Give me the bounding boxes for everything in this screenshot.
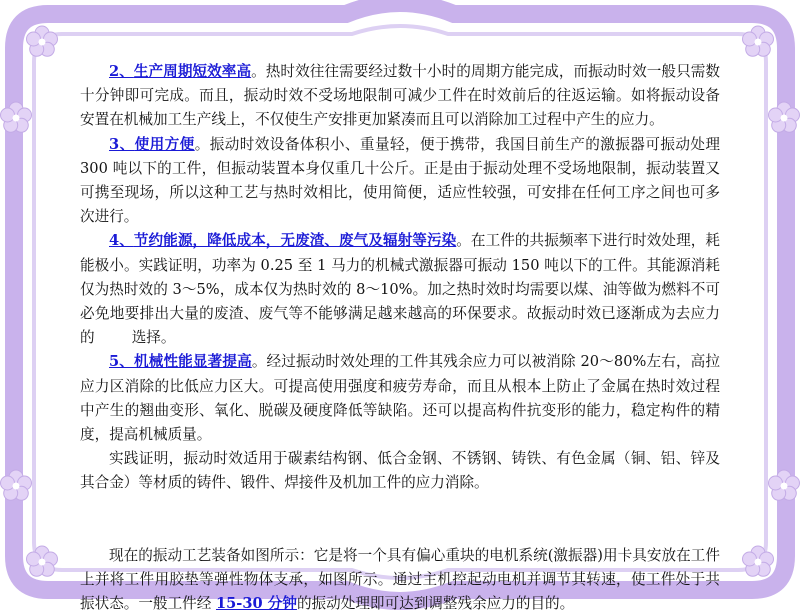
- heading-link-energy-saving[interactable]: [109, 232, 456, 249]
- paragraph-mechanical-properties: [80, 350, 720, 447]
- paragraph-production-cycle: [80, 60, 720, 133]
- paragraph-summary: 实践证明，振动时效适用于碳素结构钢、低合金钢、不锈钢、铸铁、有色金属（铜、铝、锌及其合金）等材质的铸件、锻件、焊接件及机加工件的应力消除。: [80, 450, 720, 492]
- heading-link-mechanical-properties[interactable]: [109, 353, 252, 370]
- heading-link-production-cycle[interactable]: [109, 63, 251, 80]
- paragraph-equipment: [80, 544, 720, 616]
- item-title: 使用方便: [134, 135, 195, 153]
- paragraph-ease-of-use: [80, 133, 720, 230]
- item-title: 生产周期短效率高: [133, 63, 252, 80]
- equipment-text-after: 的振动处理即可达到调整残余应力的目的。: [296, 595, 575, 613]
- item-body: 。振动时效设备体积小、重量轻，便于携带，我国目前生产的激振器可振动处理 300 吨以下的工件，但振动装置本身仅重几十公斤。正是由于振动处理不受场地限制，振动装置又可携至现场，所以这种工艺与热时效相比，使用简便，适应性较强，可安排在任何工序之间也可多次进行。: [80, 135, 720, 226]
- duration-link[interactable]: 15-30 分钟: [215, 595, 297, 613]
- item-number: 4、: [109, 232, 134, 250]
- item-number: 3、: [109, 135, 135, 153]
- item-number: 5、: [109, 353, 135, 371]
- item-body: 。热时效往往需要经过数十小时的周期方能完成，而振动时效一般只需数十分钟即可完成。而且，振动时效不受场地限制可减少工件在时效前后的往返运输。如将振动设备安置在机械加工生产线上，不仅使生产安排更加紧凑而且可以消除加工过程中产生的应力。: [80, 63, 720, 129]
- item-number: 2、: [109, 63, 134, 80]
- heading-link-ease-of-use[interactable]: [109, 136, 195, 153]
- equipment-text-before: 现在的振动工艺装备如图所示：它是将一个具有偏心重块的电机系统(激振器)用卡具安放在工件上并将工件用胶垫等弹性物体支承，如图所示。通过主机控起动电机并调节其转速，使工件处于共振状态。一般工件经: [80, 546, 720, 613]
- item-body: 。在工件的共振频率下进行时效处理，耗能极小。实践证明，功率为 0.25 至 1 马力的机械式激振器可振动 150 吨以下的工件。其能源消耗仅为热时效的 3～5%，成本仅为热时效的 8～10%。加之热时效时均需要以煤、油等做为燃料不可必免地要排出大量的废渣、废气等不能够满足越来越高的环保要求。故振动时效已逐渐成为去应力的 选择。: [80, 232, 720, 347]
- paragraph-spacer: [80, 496, 720, 544]
- item-title: 机械性能显著提高: [134, 353, 252, 371]
- item-body: 。经过振动时效处理的工件其残余应力可以被消除 20～80%左右，高拉应力区消除的比低应力区大。可提高使用强度和疲劳寿命，而且从根本上防止了金属在热时效过程中产生的翘曲变形、氧化、脱碳及硬度降低等缺陷。还可以提高构件抗变形的能力，稳定构件的精度，提高机械质量。: [80, 353, 720, 444]
- item-title: 节约能源，降低成本，无废渣、废气及辐射等污染: [133, 232, 457, 250]
- paragraph-energy-saving: [80, 229, 720, 350]
- article-text: [80, 60, 720, 613]
